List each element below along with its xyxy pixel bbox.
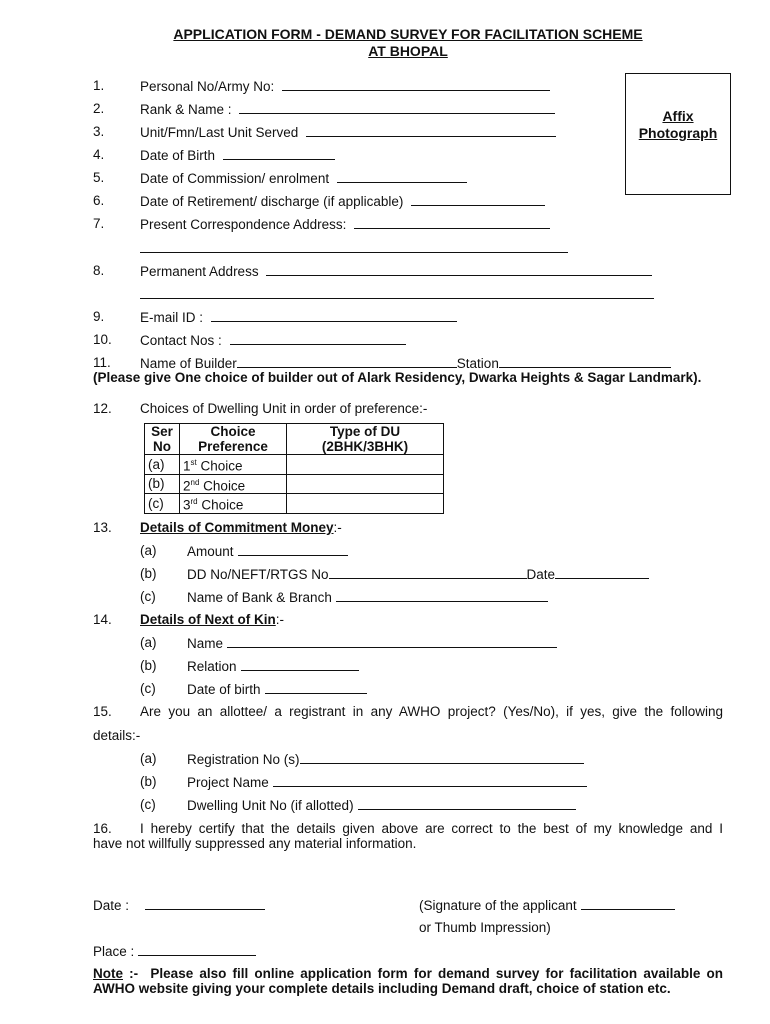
- field-present-address-label: Present Correspondence Address:: [140, 217, 347, 232]
- present-address-blank-1[interactable]: [354, 216, 550, 229]
- s13-b-tag: (b): [140, 566, 157, 581]
- section-14-heading: [140, 612, 284, 627]
- photo-label: Affix Photograph: [638, 108, 718, 141]
- field-project-name-label: Project Name: [187, 775, 269, 790]
- field-nok-name-label: Name: [187, 636, 224, 651]
- section-13-heading: [140, 520, 342, 535]
- row-ser: (b): [145, 474, 180, 494]
- s14-a-tag: (a): [140, 635, 157, 650]
- field-2-number: 2.: [93, 101, 105, 116]
- field-email: [140, 309, 457, 325]
- field-project-name: [187, 774, 587, 790]
- dd-date-blank[interactable]: [555, 566, 649, 579]
- dd-no-blank[interactable]: [329, 566, 527, 579]
- row-choice: [180, 455, 287, 475]
- row-ser: (c): [145, 494, 180, 514]
- field-registration-no: [187, 751, 584, 767]
- nok-dob-blank[interactable]: [265, 681, 367, 694]
- table-row: [145, 494, 444, 514]
- field-11-number: 11.: [93, 355, 111, 370]
- field-dwelling-unit-no-label: Dwelling Unit No (if allotted): [187, 798, 354, 813]
- field-nok-relation-label: Relation: [187, 659, 237, 674]
- place-label: Place :: [93, 944, 135, 959]
- choice-text: Choice: [197, 497, 244, 513]
- unit-blank[interactable]: [306, 124, 556, 137]
- field-du-choices-label: Choices of Dwelling Unit in order of preference:-: [140, 401, 428, 416]
- field-9-number: 9.: [93, 309, 105, 324]
- next-of-kin-heading: Details of Next of Kin: [140, 612, 276, 627]
- choice-sup: st: [190, 458, 197, 467]
- field-email-label: E-mail ID :: [140, 310, 204, 325]
- field-rank-name: [140, 101, 555, 117]
- signature-field: [419, 897, 675, 913]
- station-blank[interactable]: [499, 355, 671, 368]
- field-commission-label: Date of Commission/ enrolment: [140, 171, 330, 186]
- field-10-number: 10.: [93, 332, 112, 347]
- project-name-blank[interactable]: [273, 774, 587, 787]
- choice-num: 1: [183, 458, 191, 474]
- field-dwelling-unit-no: [187, 797, 576, 813]
- note-line-1: [93, 966, 723, 981]
- bank-branch-blank[interactable]: [336, 589, 548, 602]
- contact-blank[interactable]: [230, 332, 406, 345]
- field-4-number: 4.: [93, 147, 105, 162]
- field-dd-no-label: DD No/NEFT/RTGS No: [187, 567, 329, 582]
- table-row: [145, 474, 444, 494]
- choice-num: 3: [183, 497, 191, 513]
- header-choice-preference: [180, 424, 287, 455]
- field-registration-no-label: Registration No (s): [187, 752, 300, 767]
- field-unit: [140, 124, 556, 140]
- section-13-number: 13.: [93, 520, 112, 535]
- place-blank[interactable]: [138, 943, 256, 956]
- date-blank[interactable]: [145, 897, 265, 910]
- field-builder-label: Name of Builder: [140, 356, 237, 371]
- field-retirement-label: Date of Retirement/ discharge (if applicable): [140, 194, 404, 209]
- row-ser: (a): [145, 455, 180, 475]
- field-amount: [187, 543, 348, 559]
- photo-box: [625, 73, 731, 195]
- form-title: APPLICATION FORM - DEMAND SURVEY FOR FACILITATION SCHEME: [173, 26, 643, 42]
- dwelling-unit-no-blank[interactable]: [358, 797, 576, 810]
- field-6-number: 6.: [93, 193, 105, 208]
- permanent-address-blank-2[interactable]: [140, 286, 654, 299]
- note-line-2: AWHO website giving your complete details including Demand draft, choice of station etc.: [93, 981, 671, 996]
- field-dob-label: Date of Birth: [140, 148, 216, 163]
- section-15-number: 15.: [93, 704, 112, 719]
- table-row: [145, 455, 444, 475]
- retirement-blank[interactable]: [411, 193, 545, 206]
- row-du-type-cell[interactable]: [287, 455, 444, 475]
- header-ser-no-text: Ser No: [151, 424, 173, 454]
- commission-blank[interactable]: [337, 170, 467, 183]
- field-7-number: 7.: [93, 216, 105, 231]
- field-retirement: [140, 193, 545, 209]
- section-15-question: Are you an allottee/ a registrant in any AWHO project? (Yes/No), if yes, give the following: [140, 704, 723, 719]
- choice-text: Choice: [199, 478, 246, 493]
- choice-num: 2: [183, 478, 191, 493]
- field-bank-branch-label: Name of Bank & Branch: [187, 590, 332, 605]
- heading-suffix: :-: [333, 520, 342, 535]
- note-separator: :-: [123, 966, 151, 981]
- choice-text: Choice: [196, 458, 243, 474]
- date-label: Date :: [93, 898, 130, 913]
- thumb-impression-label: or Thumb Impression): [419, 920, 551, 935]
- field-3-number: 3.: [93, 124, 105, 139]
- heading-suffix: :-: [275, 612, 285, 627]
- registration-no-blank[interactable]: [300, 751, 584, 764]
- personal-no-blank[interactable]: [282, 78, 550, 91]
- section-15-continuation: details:-: [93, 728, 141, 743]
- date-field: [93, 897, 265, 913]
- s13-c-tag: (c): [140, 589, 156, 604]
- field-permanent-address: [140, 263, 652, 279]
- signature-blank[interactable]: [581, 897, 675, 910]
- field-unit-label: Unit/Fmn/Last Unit Served: [140, 125, 299, 140]
- s15-a-tag: (a): [140, 751, 157, 766]
- section-16-number: 16.: [93, 821, 112, 836]
- section-16-continuation: have not willfully suppressed any material information.: [93, 836, 417, 851]
- field-contact: [140, 332, 406, 348]
- table-header-row: [145, 424, 444, 455]
- place-field: [93, 943, 256, 959]
- builder-blank[interactable]: [237, 355, 457, 368]
- du-choice-table: [144, 423, 444, 514]
- field-personal-no: [140, 78, 550, 94]
- field-amount-label: Amount: [187, 544, 234, 559]
- row-choice: [180, 494, 287, 514]
- note-text-1: Please also fill online application form for demand survey for facilitation available on: [150, 966, 723, 981]
- choice-sup: rd: [190, 497, 198, 506]
- s14-c-tag: (c): [140, 681, 156, 696]
- s15-b-tag: (b): [140, 774, 157, 789]
- nok-relation-blank[interactable]: [241, 658, 359, 671]
- builder-note: (Please give One choice of builder out of Alark Residency, Dwarka Heights & Sagar Landmark).: [93, 370, 702, 385]
- field-8-number: 8.: [93, 263, 105, 278]
- signature-label: (Signature of the applicant: [419, 898, 577, 913]
- present-address-blank-2[interactable]: [140, 240, 568, 253]
- header-ser-no: [145, 424, 180, 455]
- row-du-type-cell[interactable]: [287, 494, 444, 514]
- section-14-number: 14.: [93, 612, 112, 627]
- field-5-number: 5.: [93, 170, 105, 185]
- field-dd-no: [187, 566, 649, 582]
- row-du-type-cell[interactable]: [287, 474, 444, 494]
- field-present-address: [140, 216, 550, 232]
- permanent-address-blank-1[interactable]: [266, 263, 652, 276]
- commitment-money-heading: Details of Commitment Money: [140, 520, 334, 535]
- header-type-text: Type of DU (2BHK/3BHK): [321, 424, 409, 454]
- field-commission: [140, 170, 467, 186]
- s13-a-tag: (a): [140, 543, 157, 558]
- field-rank-name-label: Rank & Name :: [140, 102, 232, 117]
- header-choice-text: Choice Preference: [198, 424, 268, 454]
- field-personal-no-label: Personal No/Army No:: [140, 79, 275, 94]
- field-1-number: 1.: [93, 78, 105, 93]
- field-nok-name: [187, 635, 557, 651]
- section-16-certification: I hereby certify that the details given above are correct to the best of my knowledge and I: [140, 821, 723, 836]
- field-station-label: Station: [456, 356, 499, 371]
- row-choice: [180, 474, 287, 494]
- field-builder: [140, 355, 671, 371]
- s15-c-tag: (c): [140, 797, 156, 812]
- s14-b-tag: (b): [140, 658, 157, 673]
- form-title-location: AT BHOPAL: [368, 43, 448, 59]
- choice-sup: nd: [190, 477, 200, 487]
- dob-blank[interactable]: [223, 147, 335, 160]
- field-dob: [140, 147, 335, 163]
- field-contact-label: Contact Nos :: [140, 333, 222, 348]
- amount-blank[interactable]: [238, 543, 348, 556]
- field-12-number: 12.: [93, 401, 112, 416]
- nok-name-blank[interactable]: [227, 635, 557, 648]
- email-blank[interactable]: [211, 309, 457, 322]
- rank-name-blank[interactable]: [239, 101, 555, 114]
- field-nok-dob-label: Date of birth: [187, 682, 261, 697]
- header-type-of-du: [287, 424, 444, 455]
- field-nok-dob: [187, 681, 367, 697]
- field-dd-date-label: Date: [526, 567, 556, 582]
- field-bank-branch: [187, 589, 548, 605]
- field-permanent-address-label: Permanent Address: [140, 264, 259, 279]
- note-label: Note: [93, 966, 123, 981]
- field-nok-relation: [187, 658, 359, 674]
